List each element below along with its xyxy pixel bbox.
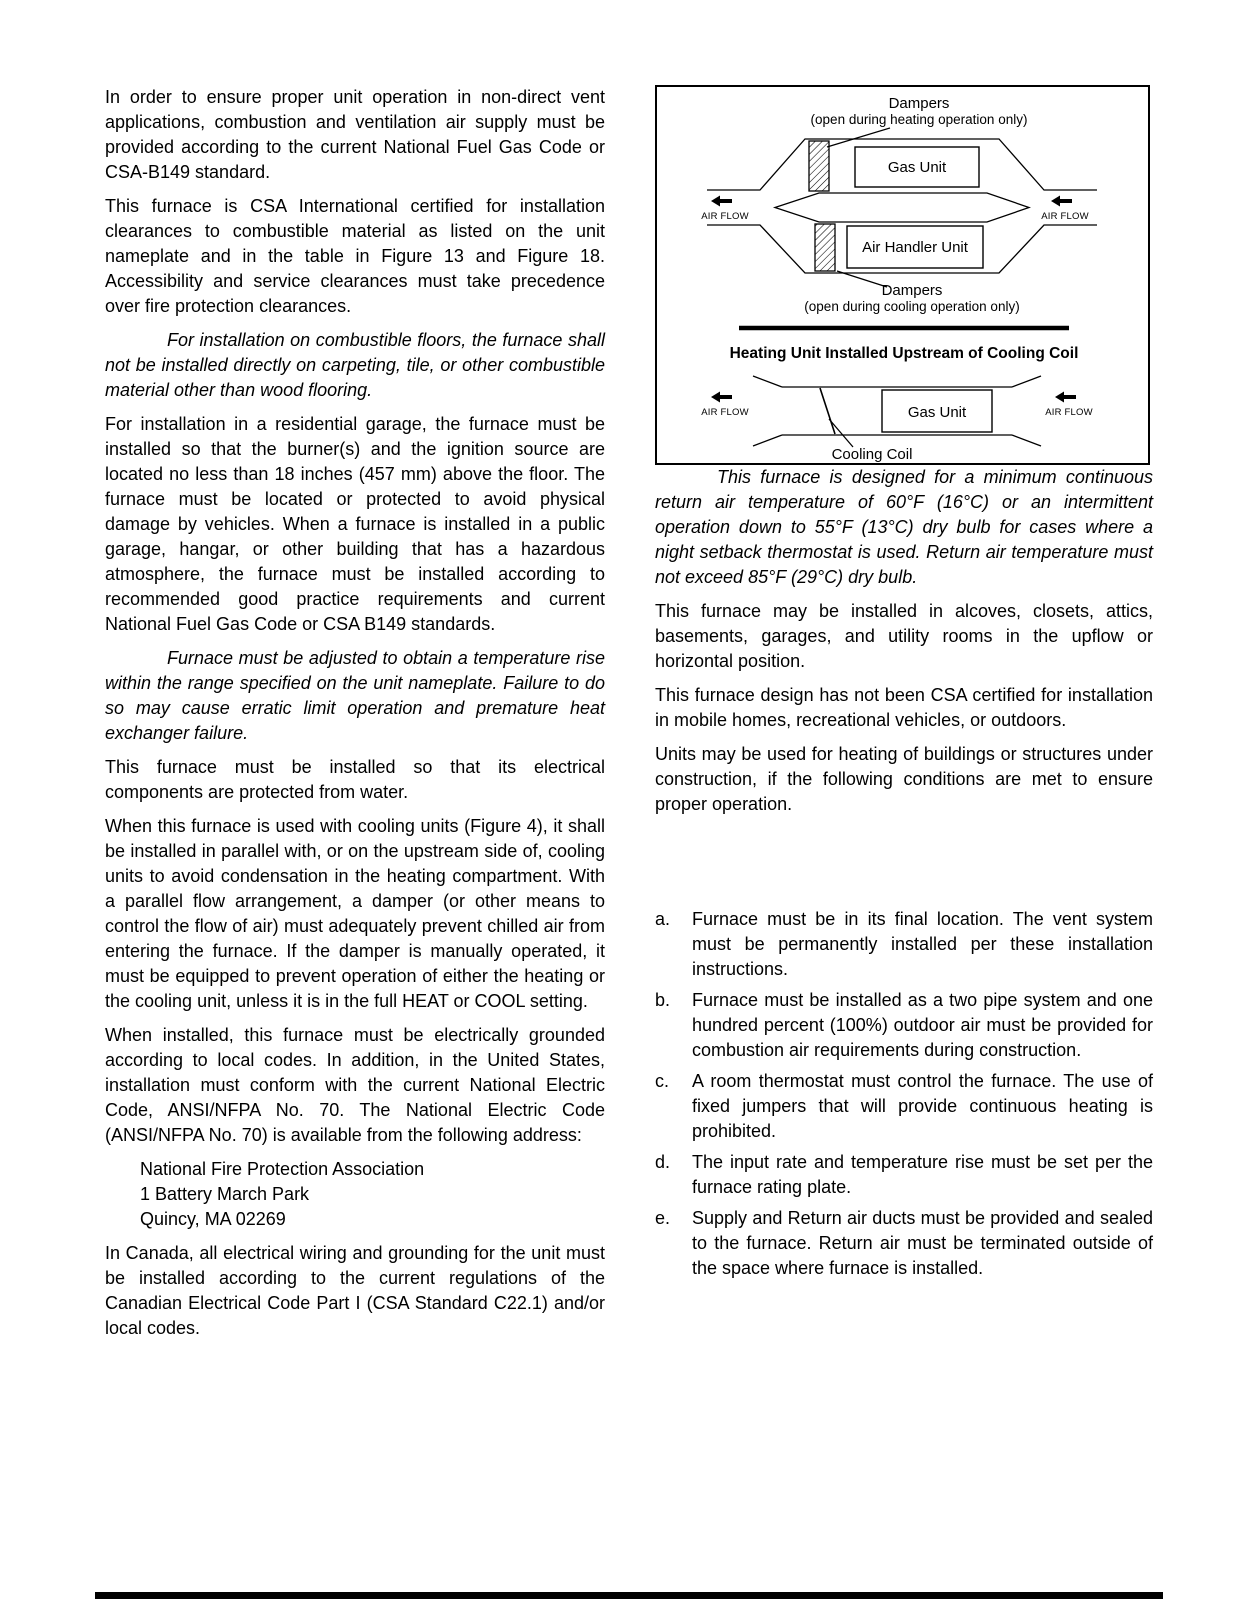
footer-rule [95, 1592, 1163, 1599]
series-duct-flare [1012, 376, 1041, 387]
list-item-label: c. [655, 1071, 670, 1091]
construction-conditions-list [655, 907, 1153, 1281]
list-item-label: e. [655, 1208, 671, 1228]
airflow-arrow-icon [711, 392, 732, 403]
paragraph-mobile-homes: This furnace design has not been CSA certified for installation in mobile homes, recreational vehicles, or outdoors. [655, 685, 1153, 730]
series-duct-flare [753, 435, 782, 446]
list-item-label: b. [655, 990, 671, 1010]
address-line: Quincy, MA 02269 [140, 1209, 286, 1229]
list-item-text: Furnace must be installed as a two pipe system and one hundred percent (100%) outdoor air must be provided for combustion air requirements during construction. [692, 990, 1153, 1060]
list-item-text: A room thermostat must control the furnace. The use of fixed jumpers that will provide continuous heating is prohibited. [692, 1071, 1153, 1141]
left-column [105, 85, 605, 1350]
paragraph-combustible-floors: For installation on combustible floors, the furnace shall not be installed directly on carpeting, tile, or other combustible material other than wood flooring. [105, 330, 605, 400]
leader-line-cooling-coil [829, 419, 853, 447]
paragraph-electrical-protection: This furnace must be installed so that its electrical components are protected from water. [105, 757, 605, 802]
paragraph-return-air-temp: This furnace is designed for a minimum continuous return air temperature of 60°F (16°C) or an intermittent operation down to 55°F (13°C) dry bulb for cases where a night setback thermostat is used. Return air temperature must not exceed 85°F (29°C) dry bulb. [655, 467, 1153, 587]
air-handler-label: Air Handler Unit [862, 239, 968, 256]
series-duct-flare [1012, 435, 1041, 446]
gas-unit2-label: Gas Unit [907, 404, 967, 421]
dampers-bottom-label: Dampers [881, 282, 943, 299]
list-item-text: Supply and Return air ducts must be provided and sealed to the furnace. Return air must be terminated outside of the space where furnace is installed. [692, 1208, 1153, 1278]
address-line: National Fire Protection Association [140, 1159, 425, 1179]
figure-duct-diagram [655, 85, 1150, 465]
duct-inner-divider [775, 193, 1029, 222]
duct-diagram-svg [657, 87, 1148, 463]
dampers-bottom-sublabel: (open during cooling operation only) [804, 299, 1020, 314]
address-nfpa [140, 1157, 605, 1232]
airflow-label: AIR FLOW [1045, 407, 1093, 418]
series-duct-flare [753, 376, 782, 387]
list-item-label: a. [655, 909, 671, 929]
paragraph-clearances: This furnace is CSA International certified for installation clearances to combustible material as listed on the unit nameplate and in the table in Figure 13 and Figure 18. Accessibility and service clearances must take precedence over fire protection clearances. [105, 196, 605, 316]
paragraph-canada-wiring: In Canada, all electrical wiring and grounding for the unit must be installed according to the current regulations of the Canadian Electrical Code Part I (CSA Standard C22.1) and/or local codes. [105, 1243, 605, 1338]
paragraph-temperature-rise: Furnace must be adjusted to obtain a temperature rise within the range specified on the unit nameplate. Failure to do so may cause erratic limit operation and premature heat exchanger failure. [105, 648, 605, 743]
paragraph-installation-locations: This furnace may be installed in alcoves, closets, attics, basements, garages, and utility rooms in the upflow or horizontal position. [655, 601, 1153, 671]
leader-line-dampers-top [827, 128, 890, 147]
paragraph-garage-installation: For installation in a residential garage, the furnace must be installed so that the burner(s) and the ignition source are located no less than 18 inches (457 mm) above the floor. The furnace must be located or protected to avoid physical damage by vehicles. When a furnace is installed in a public garage, hangar, or other building that has a hazardous atmosphere, the furnace must be installed according to recommended good practice requirements and current National Fuel Gas Code or CSA B149 standards. [105, 414, 605, 634]
paragraph-construction-heating: Units may be used for heating of buildings or structures under construction, if the following conditions are met to ensure proper operation. [655, 744, 1153, 814]
dampers-top-sublabel: (open during heating operation only) [810, 112, 1028, 127]
paragraph-combustion-air: In order to ensure proper unit operation in non-direct vent applications, combustion and ventilation air supply must be provided according to the current National Fuel Gas Code or CSA-B149 standard. [105, 87, 605, 182]
airflow-label: AIR FLOW [701, 211, 749, 222]
airflow-arrow-icon [711, 196, 732, 207]
dampers-top-label: Dampers [888, 95, 950, 112]
list-item [655, 988, 1153, 1063]
paragraph-electrical-grounding: When installed, this furnace must be electrically grounded according to local codes. In addition, in the United States, installation must conform with the current National Electric Code, ANSI/NFPA No. 70. The National Electric Code (ANSI/NFPA No. 70) is available from the following address: [105, 1025, 605, 1145]
cooling-coil-icon [820, 388, 835, 434]
airflow-label: AIR FLOW [1041, 211, 1089, 222]
right-column [655, 85, 1153, 1287]
list-item [655, 1069, 1153, 1144]
airflow-arrow-icon [1055, 392, 1076, 403]
list-item [655, 1150, 1153, 1200]
airflow-arrow-icon [1051, 196, 1072, 207]
airflow-label: AIR FLOW [701, 407, 749, 418]
address-line: 1 Battery March Park [140, 1184, 310, 1204]
list-item [655, 907, 1153, 982]
list-item-text: The input rate and temperature rise must be set per the furnace rating plate. [692, 1152, 1153, 1197]
gas-unit-label: Gas Unit [887, 159, 947, 176]
damper-heating-icon [809, 141, 829, 191]
figure-caption: Heating Unit Installed Upstream of Cooling Coil [729, 345, 1079, 362]
damper-cooling-icon [815, 224, 835, 271]
list-item [655, 1206, 1153, 1281]
list-item-text: Furnace must be in its final location. The vent system must be permanently installed per these installation instructions. [692, 909, 1153, 979]
list-item-label: d. [655, 1152, 671, 1172]
paragraph-cooling-units: When this furnace is used with cooling units (Figure 4), it shall be installed in parallel with, or on the upstream side of, cooling units to avoid condensation in the heating compartment. With a parallel flow arrangement, a damper (or other means to control the flow of air) must adequately prevent chilled air from entering the furnace. If the damper is manually operated, it must be equipped to prevent operation of either the heating or the cooling unit, unless it is in the full HEAT or COOL setting. [105, 816, 605, 1011]
cooling-coil-label: Cooling Coil [831, 446, 913, 463]
